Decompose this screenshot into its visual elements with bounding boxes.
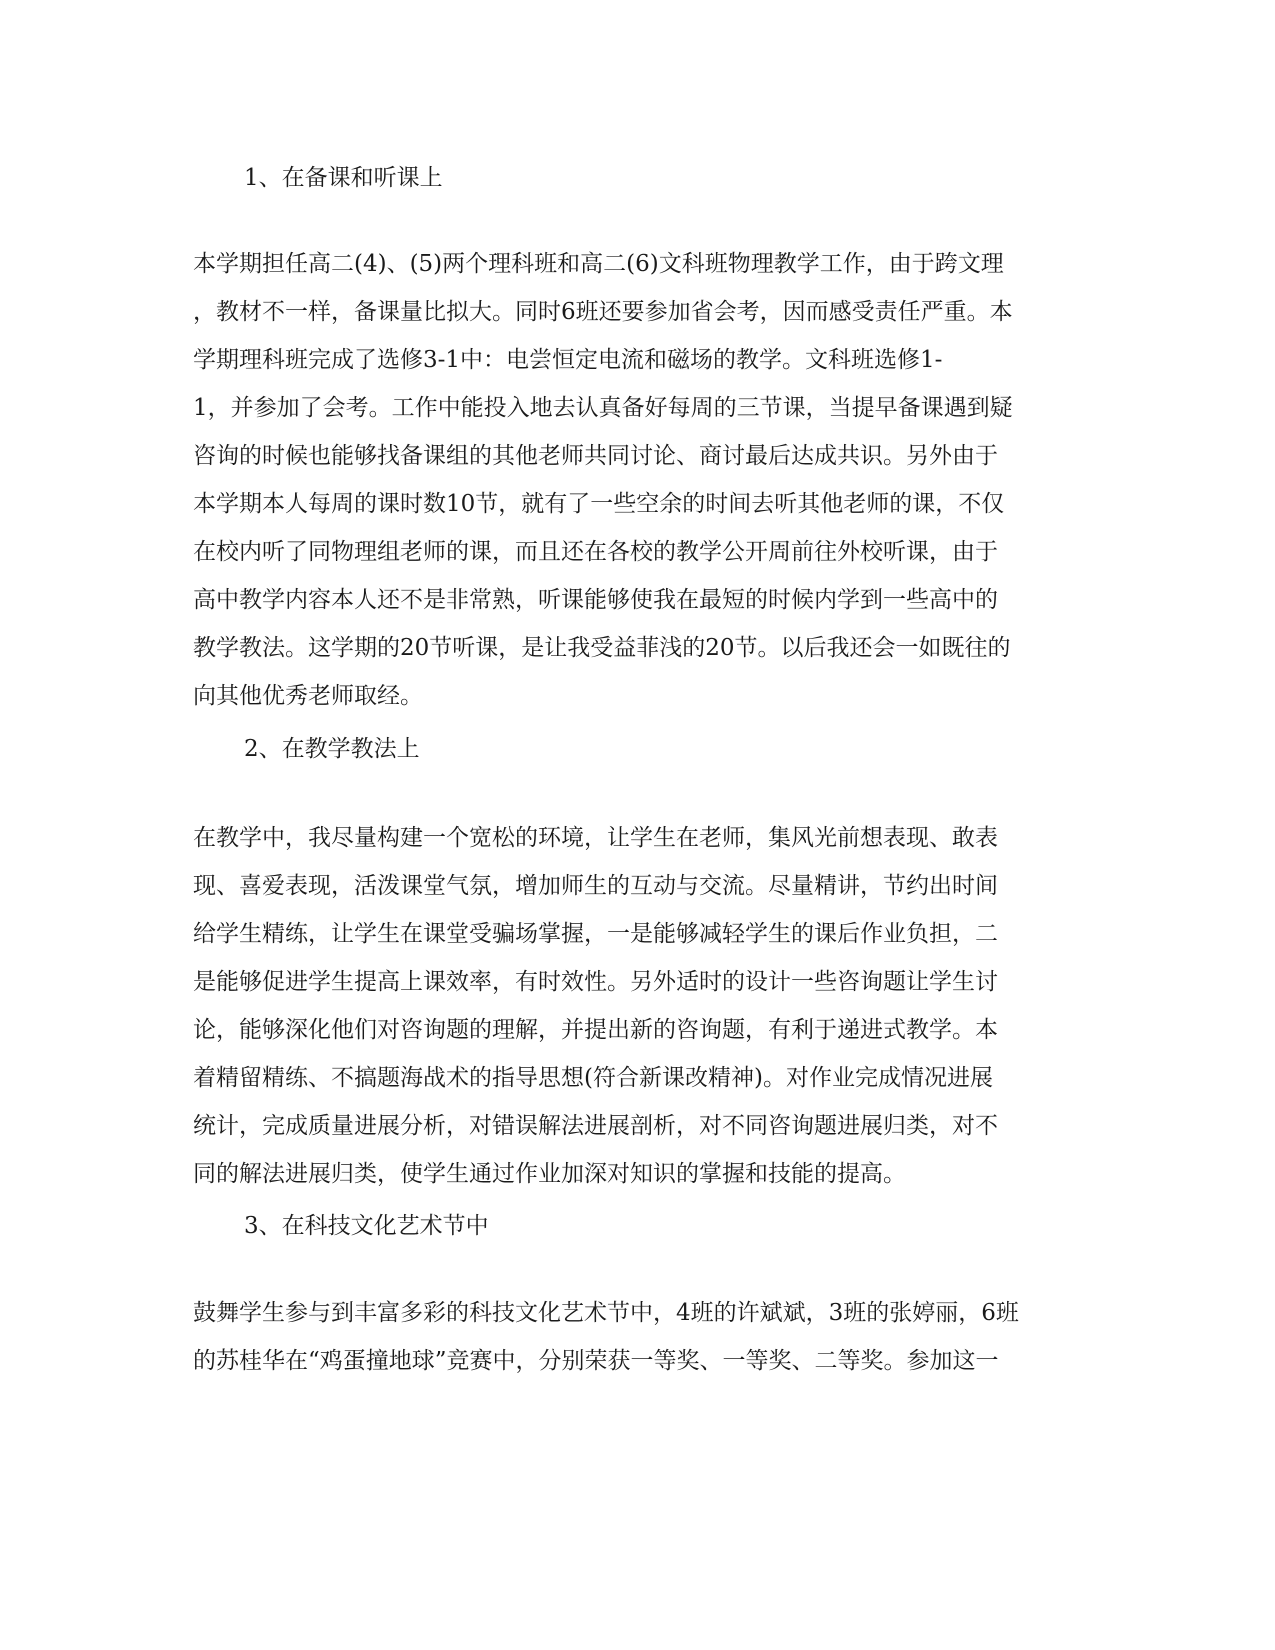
- section-paragraph-3: [193, 1289, 1083, 1385]
- section-paragraph-2: [193, 814, 1083, 1198]
- text-line: 是能够促进学生提高上课效率，有时效性。另外适时的设计一些咨询题让学生讨: [193, 969, 998, 995]
- text-line: 在教学中，我尽量构建一个宽松的环境，让学生在老师，集风光前想表现、敢表: [193, 825, 998, 851]
- text-line: 鼓舞学生参与到丰富多彩的科技文化艺术节中，4班的许斌斌，3班的张婷丽，6班: [193, 1300, 1019, 1326]
- text-line: 着精留精练、不搞题海战术的指导思想(符合新课改精神)。对作业完成情况进展: [193, 1065, 993, 1091]
- text-line: 论，能够深化他们对咨询题的理解，并提出新的咨询题，有利于递进式教学。本: [193, 1017, 998, 1043]
- text-line: 教学教法。这学期的20节听课，是让我受益菲浅的20节。以后我还会一如既往的: [193, 635, 1011, 661]
- text-line: 的苏桂华在“鸡蛋撞地球”竞赛中，分别荣获一等奖、一等奖、二等奖。参加这一: [193, 1348, 999, 1374]
- text-line: 在校内听了同物理组老师的课，而且还在各校的教学公开周前往外校听课，由于: [193, 539, 998, 565]
- text-line: 给学生精练，让学生在课堂受骗场掌握，一是能够减轻学生的课后作业负担，二: [193, 921, 998, 947]
- text-line: 同的解法进展归类，使学生通过作业加深对知识的掌握和技能的提高。: [193, 1161, 906, 1187]
- text-line: 咨询的时候也能够找备课组的其他老师共同讨论、商讨最后达成共识。另外由于: [193, 443, 998, 469]
- section-heading-3: 3、在科技文化艺术节中: [244, 1213, 489, 1239]
- section-heading-1: 1、在备课和听课上: [244, 165, 443, 191]
- text-line: 1，并参加了会考。工作中能投入地去认真备好每周的三节课，当提早备课遇到疑: [193, 395, 1013, 421]
- text-line: ，教材不一样，备课量比拟大。同时6班还要参加省会考，因而感受责任严重。本: [193, 299, 1013, 325]
- text-line: 本学期本人每周的课时数10节，就有了一些空余的时间去听其他老师的课，不仅: [193, 491, 1005, 517]
- text-line: 向其他优秀老师取经。: [193, 683, 423, 709]
- text-line: 高中教学内容本人还不是非常熟，听课能够使我在最短的时候内学到一些高中的: [193, 587, 998, 613]
- text-line: 统计，完成质量进展分析，对错误解法进展剖析，对不同咨询题进展归类，对不: [193, 1113, 998, 1139]
- text-line: 本学期担任高二(4)、(5)两个理科班和高二(6)文科班物理教学工作，由于跨文理: [193, 251, 1004, 277]
- text-line: 现、喜爱表现，活泼课堂气氛，增加师生的互动与交流。尽量精讲，节约出时间: [193, 873, 998, 899]
- text-line: 学期理科班完成了选修3-1中：电尝恒定电流和磁场的教学。文科班选修1-: [193, 347, 943, 373]
- section-paragraph-1: [193, 240, 1083, 720]
- section-heading-2: 2、在教学教法上: [244, 736, 420, 762]
